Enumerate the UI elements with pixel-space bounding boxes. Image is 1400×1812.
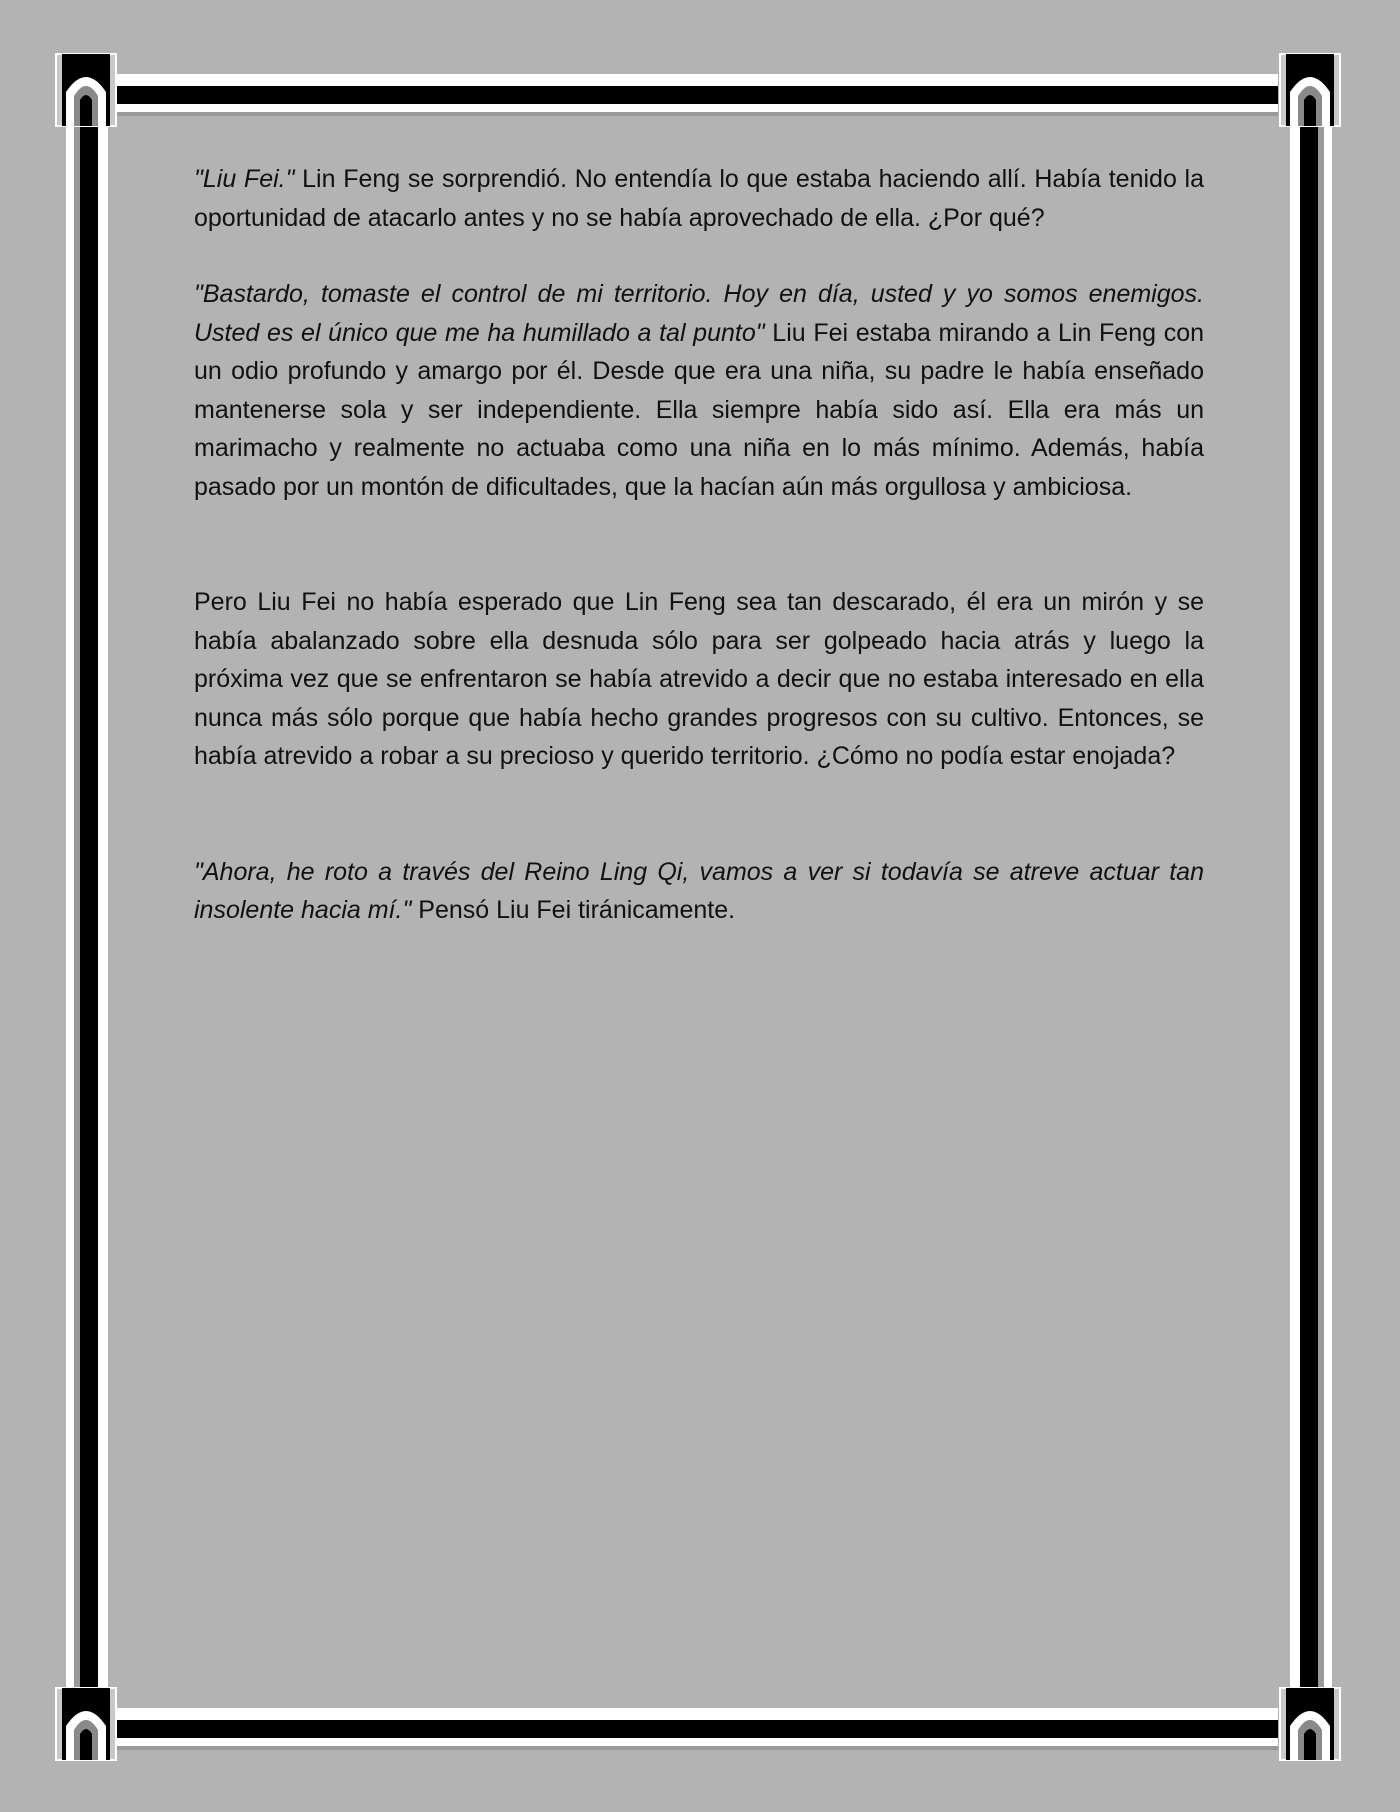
- paragraph-1-text: Lin Feng se sorprendió. No entendía lo que estaba haciendo allí. Había tenido la oportunidad de atacarlo antes y no se había aprovechado de ella. ¿Por qué?: [194, 165, 1204, 232]
- paragraph-2: [194, 275, 1204, 506]
- spacer: [194, 776, 1204, 853]
- top-border: [108, 74, 1278, 116]
- paragraph-4-italic: "Ahora, he roto a través del Reino Ling Qi, vamos a ver si todavía se atreve actuar tan insolente hacia mí.": [194, 857, 1204, 924]
- paragraph-4: [194, 853, 1204, 930]
- paragraph-4-text: Pensó Liu Fei tiránicamente.: [411, 896, 736, 924]
- corner-bottom-right: [1280, 1688, 1340, 1760]
- paragraph-1-italic: "Liu Fei.": [194, 165, 295, 193]
- spacer: [194, 506, 1204, 583]
- left-border: [66, 120, 108, 1700]
- spacer: [194, 237, 1204, 275]
- paragraph-2-italic: "Bastardo, tomaste el control de mi territorio. Hoy en día, usted y yo somos enemigos. Usted es el único que me ha humillado a tal punto": [194, 280, 1204, 347]
- paragraph-3-text: Pero Liu Fei no había esperado que Lin Feng sea tan descarado, él era un mirón y se había abalanzado sobre ella desnuda sólo para ser golpeado hacia atrás y luego la próxima vez que se enfrentaron se había atrevido a decir que no estaba interesado en ella nunca más sólo porque que había hecho grandes progresos con su cultivo. Entonces, se había atrevido a robar a su precioso y querido territorio. ¿Cómo no podía estar enojada?: [194, 588, 1204, 770]
- paragraph-3: [194, 583, 1204, 776]
- paragraph-1: [194, 160, 1204, 237]
- chapter-text: [194, 160, 1204, 930]
- bottom-border: [108, 1708, 1278, 1750]
- right-border: [1290, 120, 1332, 1700]
- paragraph-2-text: Liu Fei estaba mirando a Lin Feng con un odio profundo y amargo por él. Desde que era una niña, su padre le había enseñado mantenerse sola y ser independiente. Ella siempre había sido así. Ella era más un marimacho y realmente no actuaba como una niña en lo más mínimo. Además, había pasado por un montón de dificultades, que la hacían aún más orgullosa y ambiciosa.: [194, 318, 1204, 501]
- corner-bottom-left: [56, 1688, 116, 1760]
- corner-top-right: [1280, 54, 1340, 126]
- corner-top-left: [56, 54, 116, 126]
